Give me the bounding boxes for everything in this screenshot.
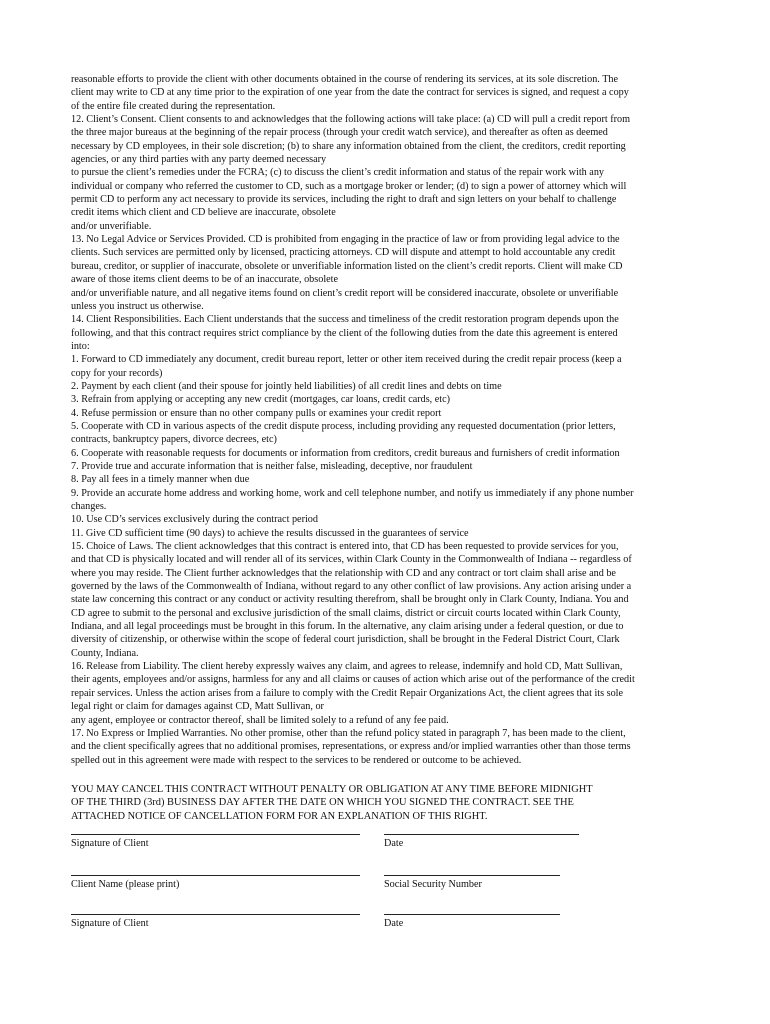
contract-text-line: any agent, employee or contractor thereof, shall be limited solely to a refund of any fee paid. xyxy=(71,714,449,726)
contract-text-line: of the entire file created during the representation. xyxy=(71,100,276,112)
contract-text-line: 15. Choice of Laws. The client acknowledges that this contract is entered into, that CD has been requested to provide services for you, xyxy=(71,541,619,553)
signature-of-client-label-1: Signature of Client xyxy=(71,838,149,849)
client-signature-line-2[interactable] xyxy=(71,914,360,915)
contract-text-line: client may write to CD at any time prior to the expiration of one year from the date the contract for services is signed, and request a copy xyxy=(71,87,629,99)
contract-text-line: 3. Refrain from applying or accepting any new credit (mortgages, car loans, credit cards, etc) xyxy=(71,394,451,406)
contract-text-line: the three major bureaus at the beginning of the repair process (through your credit watch service), and thereafter as often as deemed xyxy=(71,127,608,139)
contract-text-line: 10. Use CD’s services exclusively during the contract period xyxy=(71,514,318,526)
contract-body xyxy=(71,73,699,767)
contract-text-line: 17. No Express or Implied Warranties. No other promise, other than the refund policy stated in paragraph 7, has been made to the client, xyxy=(71,727,626,739)
client-signature-line-1[interactable] xyxy=(71,834,360,835)
contract-text-line: 4. Refuse permission or ensure than no other company pulls or examines your credit report xyxy=(71,407,442,419)
contract-text-line: spelled out in this agreement were made with respect to the services to be rendered or outcome to be achieved. xyxy=(71,754,522,766)
contract-text-line: reasonable efforts to provide the client with other documents obtained in the course of rendering its services, at its sole discretion. The xyxy=(71,74,619,85)
contract-text-line: 14. Client Responsibilities. Each Client understands that the success and timeliness of the credit restoration program depends upon the xyxy=(71,314,619,326)
contract-text-line: necessary by CD employees, in their sole discretion; (b) to share any information obtained from the client, the creditors, credit reporting xyxy=(71,140,626,152)
contract-text-line: and that CD is physically located and will render all of its services, within Clark County in the Commonwealth of Indiana -- regardless of xyxy=(71,554,632,566)
contract-text-line: into: xyxy=(71,340,90,352)
contract-text-line: credit items which client and CD believe are inaccurate, obsolete xyxy=(71,207,336,219)
contract-text-line: repair services. Unless the action arises from a failure to comply with the Credit Repair Organizations Act, the client agrees that its sole xyxy=(71,687,624,699)
contract-text-line: County, Indiana. xyxy=(71,647,139,659)
contract-text-line: changes. xyxy=(71,501,107,512)
contract-text-line: CD agree to submit to the personal and exclusive jurisdiction of the small claims, district or circuit courts located within Clark County, xyxy=(71,607,621,619)
contract-text-line: 16. Release from Liability. The client hereby expressly waives any claim, and agrees to release, indemnify and hold CD, Matt Sullivan, xyxy=(71,661,623,673)
contract-text-line: 13. No Legal Advice or Services Provided. CD is prohibited from engaging in the practice of law or from providing legal advice to the xyxy=(71,234,620,246)
contract-text-line: their agents, employees and/or assigns, harmless for any and all claims or causes of action which arise out of the performance of the credit xyxy=(71,674,635,686)
contract-text-line: following, and that this contract requires strict compliance by the client of the following duties from the date this agreement is entered xyxy=(71,327,618,339)
contract-text-line: and the client specifically agrees that no additional promises, representations, or express and/or implied warranties other than those terms xyxy=(71,741,631,753)
contract-text-line: governed by the laws of the Commonwealth of Indiana, without regard to any other conflict of law provisions. Any action arising under a xyxy=(71,581,632,593)
contract-text-line: clients. Such services are permitted only by licensed, practicing attorneys. CD will dispute and attempt to hold accountable any credit xyxy=(71,247,616,259)
contract-text-line: 12. Client’s Consent. Client consents to and acknowledges that the following actions will take place: (a) CD will pull a credit report from xyxy=(71,114,631,126)
contract-text-line: 9. Provide an accurate home address and working home, work and cell telephone number, and notify us immediately if any phone number xyxy=(71,487,634,499)
contract-text-line: diversity of citizenship, or otherwise within the scope of federal court jurisdiction, shall be brought in the Federal District Court, Clark xyxy=(71,634,620,646)
contract-text-line: aware of those items client deems to be of an inaccurate, obsolete xyxy=(71,274,339,286)
date-line-1[interactable] xyxy=(384,834,579,835)
date-line-2[interactable] xyxy=(384,914,560,915)
contract-text-line: 5. Cooperate with CD in various aspects of the credit dispute process, including providing any requested documentation (prior letters, xyxy=(71,420,616,432)
contract-text-line: 6. Cooperate with reasonable requests for documents or information from creditors, credit bureaus and furnishers of credit information xyxy=(71,447,620,459)
ssn-label: Social Security Number xyxy=(384,879,482,890)
client-name-line[interactable] xyxy=(71,875,360,876)
contract-text-line: and/or unverifiable nature, and all negative items found on client’s credit report will be considered inaccurate, obsolete or unverifiable xyxy=(71,287,619,299)
contract-text-line: 1. Forward to CD immediately any document, credit bureau report, letter or other item received during the credit repair process (keep a xyxy=(71,354,622,366)
contract-text-line: unless you instruct us otherwise. xyxy=(71,300,204,312)
contract-text-line: 7. Provide true and accurate information that is neither false, misleading, deceptive, nor fraudulent xyxy=(71,460,473,472)
date-label-2: Date xyxy=(384,918,404,929)
contract-text-line: individual or company who referred the customer to CD, such as a mortgage broker or lender; (d) to sign a power of attorney which will xyxy=(71,180,627,192)
contract-text-line: Indiana, and all legal proceedings must be brought in this forum. In the alternative, any claim arising under a federal question, or due to xyxy=(71,621,624,633)
contract-text-line: state law concerning this contract or any conduct or activity resulting therefrom, shall be brought only in Clark County, Indiana. You and xyxy=(71,594,629,606)
client-name-print-label: Client Name (please print) xyxy=(71,879,180,890)
contract-text-line: 11. Give CD sufficient time (90 days) to achieve the results discussed in the guarantees of service xyxy=(71,527,469,539)
contract-text-line: 8. Pay all fees in a timely manner when due xyxy=(71,474,250,486)
contract-text-line: to pursue the client’s remedies under the FCRA; (c) to discuss the client’s credit information and status of the repair work with any xyxy=(71,167,605,179)
ssn-line[interactable] xyxy=(384,875,560,876)
notice-text-line: YOU MAY CANCEL THIS CONTRACT WITHOUT PENALTY OR OBLIGATION AT ANY TIME BEFORE MIDNIGHT xyxy=(71,784,593,795)
contract-text-line: where you may reside. The Client further acknowledges that the relationship with CD and any contract or tort claim shall arise and be xyxy=(71,567,616,579)
signature-of-client-label-2: Signature of Client xyxy=(71,918,149,929)
contract-text-line: copy for your records) xyxy=(71,367,163,379)
contract-text-line: and/or unverifiable. xyxy=(71,220,152,232)
contract-text-line: legal right or claim for damages against CD, Matt Sullivan, or xyxy=(71,701,324,713)
cancellation-notice xyxy=(71,783,711,823)
contract-text-line: agencies, or any third parties with any party deemed necessary xyxy=(71,154,327,166)
notice-text-line: ATTACHED NOTICE OF CANCELLATION FORM FOR AN EXPLANATION OF THIS RIGHT. xyxy=(71,810,488,822)
notice-text-line: OF THE THIRD (3rd) BUSINESS DAY AFTER THE DATE ON WHICH YOU SIGNED THE CONTRACT. SEE THE xyxy=(71,797,574,809)
contract-text-line: 2. Payment by each client (and their spouse for jointly held liabilities) of all credit lines and debts on time xyxy=(71,380,502,392)
contract-text-line: bureau, creditor, or supplier of inaccurate, obsolete or unverifiable information listed on the client’s credit reports. Client will make CD xyxy=(71,260,623,272)
contract-text-line: contracts, bankruptcy papers, divorce decrees, etc) xyxy=(71,434,277,446)
date-label-1: Date xyxy=(384,838,404,849)
contract-text-line: permit CD to perform any act necessary to provide its services, including the right to draft and sign letters on your behalf to challenge xyxy=(71,194,617,206)
